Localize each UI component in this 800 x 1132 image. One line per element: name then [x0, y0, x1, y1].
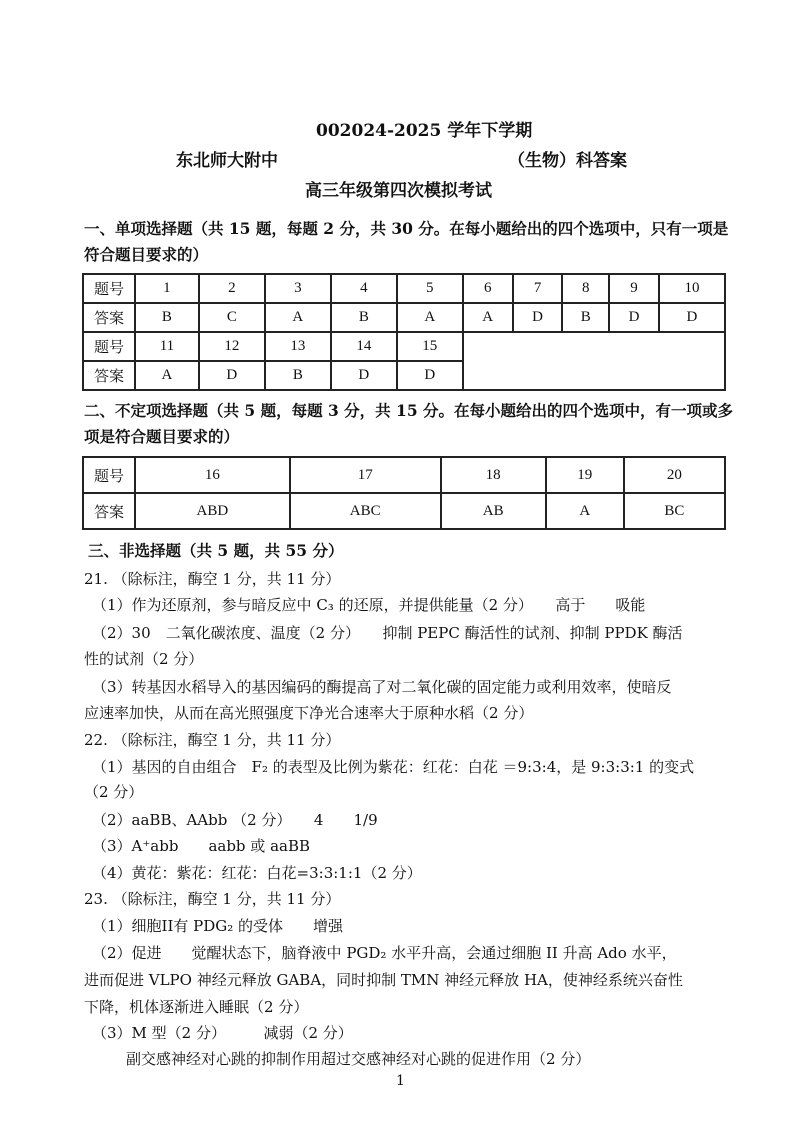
table-cell: A — [546, 493, 624, 529]
page-number: 1 — [396, 1073, 405, 1089]
section2-answer-table — [82, 456, 726, 530]
text-line: （2）aaBB、AAbb （2 分） 4 1/9 — [92, 811, 378, 829]
table-cell: B — [135, 303, 199, 332]
term-title: 002024-2025 学年下学期 — [316, 121, 533, 141]
table-cell: D — [513, 303, 563, 332]
question-label: 题号 — [83, 457, 135, 493]
table-cell: 4 — [331, 274, 397, 303]
section2-title: 二、不定项选择题（共 5 题，每题 3 分，共 15 分。在每小题给出的四个选项中，有一项或多项是符合题目要求的） — [84, 401, 734, 446]
text-line: （1）作为还原剂，参与暗反应中 C₃ 的还原，并提供能量（2 分） 高于 吸能 — [92, 596, 646, 614]
table-cell: 10 — [659, 274, 725, 303]
table-cell: 2 — [199, 274, 265, 303]
table-cell: B — [265, 361, 331, 390]
text-line: 副交感神经对心跳的抑制作用超过交感神经对心跳的促进作用（2 分） — [126, 1050, 591, 1068]
text-line: （3）A⁺abb aabb 或 aaBB — [92, 837, 310, 855]
text-line: （3）M 型（2 分） 减弱（2 分） — [92, 1024, 353, 1042]
table-cell: A — [265, 303, 331, 332]
subject-title: （生物）科答案 — [508, 151, 627, 171]
table-cell: 7 — [513, 274, 563, 303]
section1-answer-table — [82, 273, 726, 391]
text-line: （1）细胞II有 PDG₂ 的受体 增强 — [92, 917, 344, 935]
table-cell: 15 — [397, 332, 463, 361]
text-line: （1）基因的自由组合 F₂ 的表型及比例为紫花：红花：白花 ＝9:3:4，是 9:3:3:1 的变式 — [92, 758, 695, 776]
table-cell: A — [397, 303, 463, 332]
table-cell: 20 — [624, 457, 725, 493]
table-cell: ABD — [135, 493, 290, 529]
text-line: （4）黄花：紫花：红花：白花=3:3:1:1（2 分） — [92, 864, 422, 882]
text-line: 性的试剂（2 分） — [84, 650, 204, 668]
table-cell: ABC — [290, 493, 441, 529]
text-line: （3）转基因水稻导入的基因编码的酶提高了对二氧化碳的固定能力或利用效率，使暗反 — [92, 678, 672, 696]
table-cell: 5 — [397, 274, 463, 303]
table-cell: 8 — [562, 274, 609, 303]
text-line: 进而促进 VLPO 神经元释放 GABA，同时抑制 TMN 神经元释放 HA，使神经系统兴奋性 — [84, 971, 683, 989]
table-cell: 6 — [463, 274, 513, 303]
table-cell: A — [463, 303, 513, 332]
section3-title: 三、非选择题（共 5 题，共 55 分） — [88, 541, 344, 560]
table-cell: D — [659, 303, 725, 332]
table-cell: 17 — [290, 457, 441, 493]
empty-cell — [463, 332, 725, 390]
table-cell: C — [199, 303, 265, 332]
table-cell: 18 — [441, 457, 546, 493]
text-line: （2）促进 觉醒状态下，脑脊液中 PGD₂ 水平升高，会通过细胞 II 升高 Ado 水平， — [92, 944, 677, 962]
text-line: 应速率加快，从而在高光照强度下净光合速率大于原种水稻（2 分） — [84, 704, 534, 722]
table-cell: 14 — [331, 332, 397, 361]
table-cell: 11 — [135, 332, 199, 361]
question-label: 题号 — [83, 332, 135, 361]
section1-title: 一、单项选择题（共 15 题，每题 2 分，共 30 分。在每小题给出的四个选项中，只有一项是符合题目要求的） — [84, 219, 729, 264]
text-line: 23. （除标注，酶空 1 分，共 11 分） — [84, 890, 341, 908]
text-line: 21. （除标注，酶空 1 分，共 11 分） — [84, 570, 341, 588]
text-line: （2 分） — [84, 783, 144, 801]
table-cell: 3 — [265, 274, 331, 303]
table-cell: D — [609, 303, 659, 332]
table-cell: A — [135, 361, 199, 390]
table-cell: BC — [624, 493, 725, 529]
exam-title: 高三年级第四次模拟考试 — [305, 181, 492, 201]
table-cell: 12 — [199, 332, 265, 361]
answer-label: 答案 — [83, 303, 135, 332]
text-line: （2）30 二氧化碳浓度、温度（2 分） 抑制 PEPC 酶活性的试剂、抑制 PPDK 酶活 — [92, 624, 683, 642]
table-cell: B — [331, 303, 397, 332]
answer-label: 答案 — [83, 493, 135, 529]
table-cell: 19 — [546, 457, 624, 493]
table-cell: D — [397, 361, 463, 390]
table-cell: 16 — [135, 457, 290, 493]
table-cell: 13 — [265, 332, 331, 361]
text-line: 22. （除标注，酶空 1 分，共 11 分） — [84, 731, 341, 749]
answer-label: 答案 — [83, 361, 135, 390]
table-cell: D — [331, 361, 397, 390]
table-cell: D — [199, 361, 265, 390]
school-name: 东北师大附中 — [176, 151, 278, 171]
table-cell: 1 — [135, 274, 199, 303]
table-cell: B — [562, 303, 609, 332]
question-label: 题号 — [83, 274, 135, 303]
table-cell: AB — [441, 493, 546, 529]
text-line: 下降，机体逐渐进入睡眠（2 分） — [84, 998, 309, 1016]
table-cell: 9 — [609, 274, 659, 303]
